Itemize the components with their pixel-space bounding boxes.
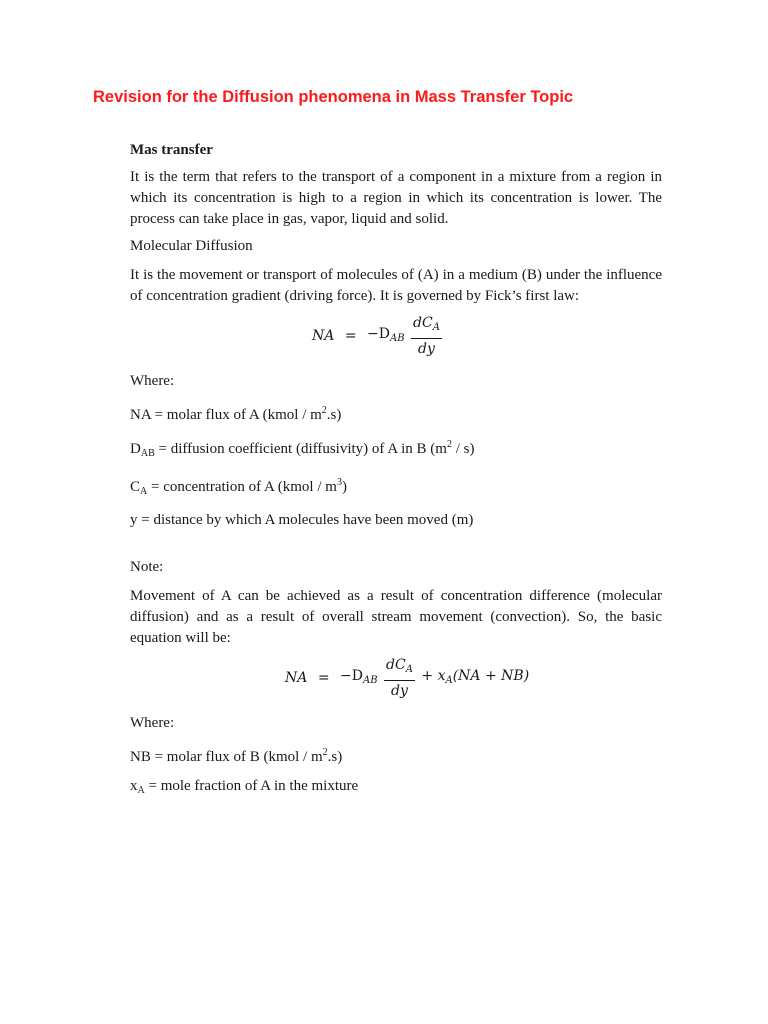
- xa-text: = mole fraction of A in the mixture: [144, 778, 359, 794]
- eq2-numerator: [384, 655, 415, 680]
- eq2-denominator: dy: [384, 680, 415, 702]
- section-heading-molecular-diffusion: Molecular Diffusion: [130, 238, 253, 254]
- eq2-d: −D: [340, 668, 363, 684]
- where-label-2: Where:: [130, 715, 175, 731]
- eq2-d-sub: AB: [362, 675, 378, 686]
- nb-text: NB = molar flux of B (kmol / m: [130, 749, 323, 765]
- definition-ca: [130, 472, 662, 502]
- eq1-lhs: NA: [312, 328, 335, 344]
- ca-sub: A: [140, 486, 148, 497]
- paragraph-note: Movement of A can be achieved as a result of concentration difference (molecular diffusion) and as a result of overall stream movement (convection). So, the basic equation will be:: [130, 588, 662, 646]
- eq1-denominator: dy: [411, 338, 442, 360]
- definition-xa: [130, 776, 662, 801]
- eq2-plus-x: + x: [421, 668, 446, 684]
- definition-na: [130, 400, 662, 426]
- nb-post: .s): [327, 749, 343, 765]
- dab-sup: 2: [446, 439, 452, 450]
- section-heading-mass-transfer: Mas transfer: [130, 142, 213, 158]
- eq2-equals: =: [317, 670, 330, 686]
- na-sup: 2: [321, 405, 327, 416]
- eq1-d-sub: AB: [389, 333, 405, 344]
- eq1-minus-d: [367, 324, 405, 349]
- dab-sub: AB: [140, 448, 155, 459]
- eq2-convection-term: [421, 666, 529, 691]
- document-body: [130, 140, 662, 809]
- eq1-equals: =: [344, 328, 357, 344]
- eq1-fraction: [411, 313, 442, 360]
- dab-text: = diffusion coefficient (diffusivity) of A in B (m: [154, 441, 447, 457]
- ca-text: = concentration of A (kmol / m: [147, 479, 337, 495]
- spacer: [130, 539, 662, 557]
- eq2-x-sub: A: [445, 675, 453, 686]
- paragraph-molecular-diffusion: It is the movement or transport of molecules of (A) in a medium (B) under the influence of concentration gradient (driving force). It is governed by Fick’s first law:: [130, 267, 662, 304]
- na-post: .s): [326, 407, 342, 423]
- eq2-dc-sub: A: [405, 664, 413, 675]
- eq2-minus-d: [340, 666, 378, 691]
- ca-c: C: [130, 479, 141, 495]
- where-label-1: Where:: [130, 373, 175, 389]
- definition-nb: [130, 742, 662, 768]
- eq2-lhs: NA: [285, 670, 308, 686]
- eq1-numerator: [411, 313, 442, 338]
- ca-sup: 3: [336, 477, 342, 488]
- dab-post: / s): [451, 441, 475, 457]
- eq1-d: −D: [367, 326, 390, 342]
- eq1-dc-sub: A: [432, 322, 440, 333]
- page-title: Revision for the Diffusion phenomena in Mass Transfer Topic: [93, 88, 574, 106]
- eq1-dc: dC: [413, 315, 433, 331]
- ca-post: ): [341, 479, 347, 495]
- definition-y: y = distance by which A molecules have been moved (m): [130, 512, 474, 528]
- note-label: Note:: [130, 559, 164, 575]
- xa-x: x: [130, 778, 138, 794]
- eq2-dc: dC: [386, 657, 406, 673]
- paragraph-mass-transfer: It is the term that refers to the transport of a component in a mixture from a region in which its concentration is high to a region in which its concentration is lower. The process can take place in gas, vapor, liquid and solid.: [130, 169, 662, 227]
- definition-dab: [130, 434, 662, 464]
- ficks-law-equation: [130, 313, 662, 363]
- na-text: NA = molar flux of A (kmol / m: [130, 407, 322, 423]
- eq2-fraction: [384, 655, 415, 702]
- eq2-tail: (NA + NB): [452, 668, 530, 684]
- dab-d: D: [130, 441, 141, 457]
- general-flux-equation: [130, 655, 662, 705]
- nb-sup: 2: [322, 747, 328, 758]
- xa-sub: A: [137, 785, 145, 796]
